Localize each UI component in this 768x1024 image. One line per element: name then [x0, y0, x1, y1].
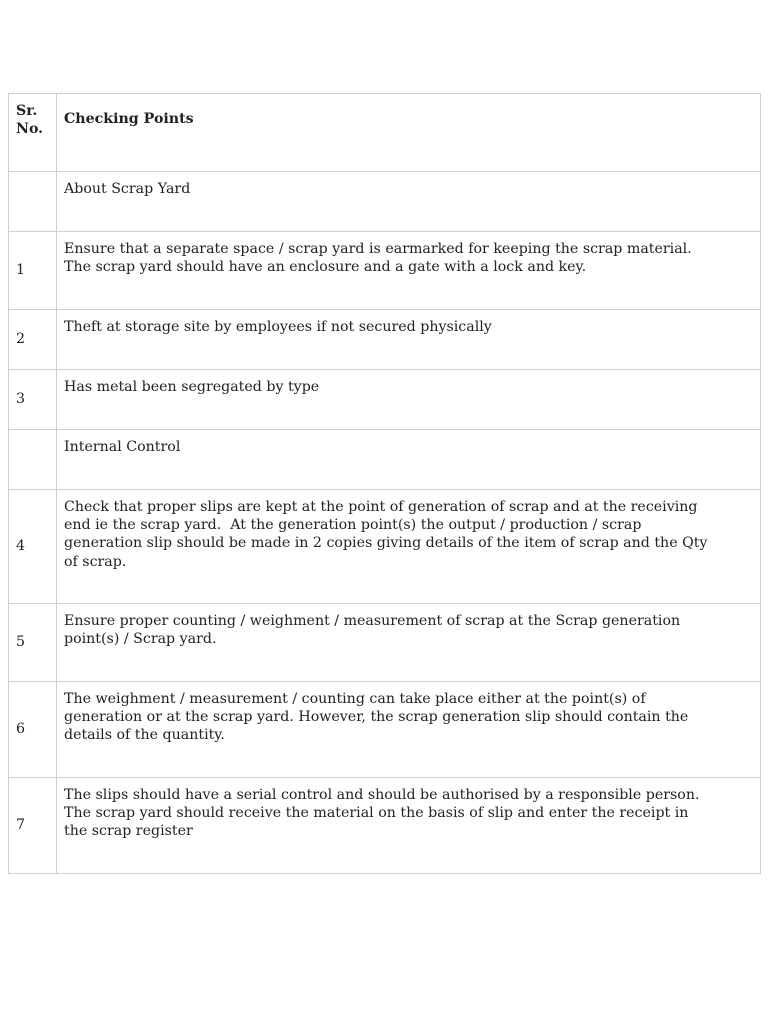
- row-sr-no: 5: [9, 604, 57, 682]
- table-row: [9, 778, 761, 874]
- table-row: [9, 682, 761, 778]
- row-sr-no: 1: [9, 232, 57, 310]
- row-checking-point: Theft at storage site by employees if not secured physically: [57, 310, 761, 370]
- table-row: [9, 310, 761, 370]
- table-row: [9, 490, 761, 604]
- row-sr-no: 4: [9, 490, 57, 604]
- table-row: [9, 430, 761, 490]
- row-section-title: Internal Control: [57, 430, 761, 490]
- row-sr-no: 7: [9, 778, 57, 874]
- row-checking-point: Ensure that a separate space / scrap yard is earmarked for keeping the scrap material. The scrap yard should have an enclosure and a gate with a lock and key.: [57, 232, 761, 310]
- table-row: [9, 232, 761, 310]
- table-header-row: [9, 94, 761, 172]
- table-row: [9, 604, 761, 682]
- row-sr-no: 3: [9, 370, 57, 430]
- row-checking-point: The weighment / measurement / counting can take place either at the point(s) of generation or at the scrap yard. However, the scrap generation slip should contain the details of the quantity.: [57, 682, 761, 778]
- row-checking-point: The slips should have a serial control and should be authorised by a responsible person. The scrap yard should receive the material on the basis of slip and enter the receipt in the scrap register: [57, 778, 761, 874]
- row-sr-no: 2: [9, 310, 57, 370]
- checking-points-table: [8, 93, 761, 874]
- table-row: [9, 370, 761, 430]
- row-checking-point: Has metal been segregated by type: [57, 370, 761, 430]
- header-checking-points: Checking Points: [57, 94, 761, 172]
- table-row: [9, 172, 761, 232]
- row-sr-no: [9, 172, 57, 232]
- header-sr-no: Sr. No.: [9, 94, 57, 172]
- row-checking-point: Ensure proper counting / weighment / measurement of scrap at the Scrap generation point(s) / Scrap yard.: [57, 604, 761, 682]
- row-section-title: About Scrap Yard: [57, 172, 761, 232]
- row-sr-no: [9, 430, 57, 490]
- row-sr-no: 6: [9, 682, 57, 778]
- row-checking-point: Check that proper slips are kept at the point of generation of scrap and at the receiving end ie the scrap yard. At the generation point(s) the output / production / scrap generation slip should be made in 2 copies giving details of the item of scrap and the Qty of scrap.: [57, 490, 761, 604]
